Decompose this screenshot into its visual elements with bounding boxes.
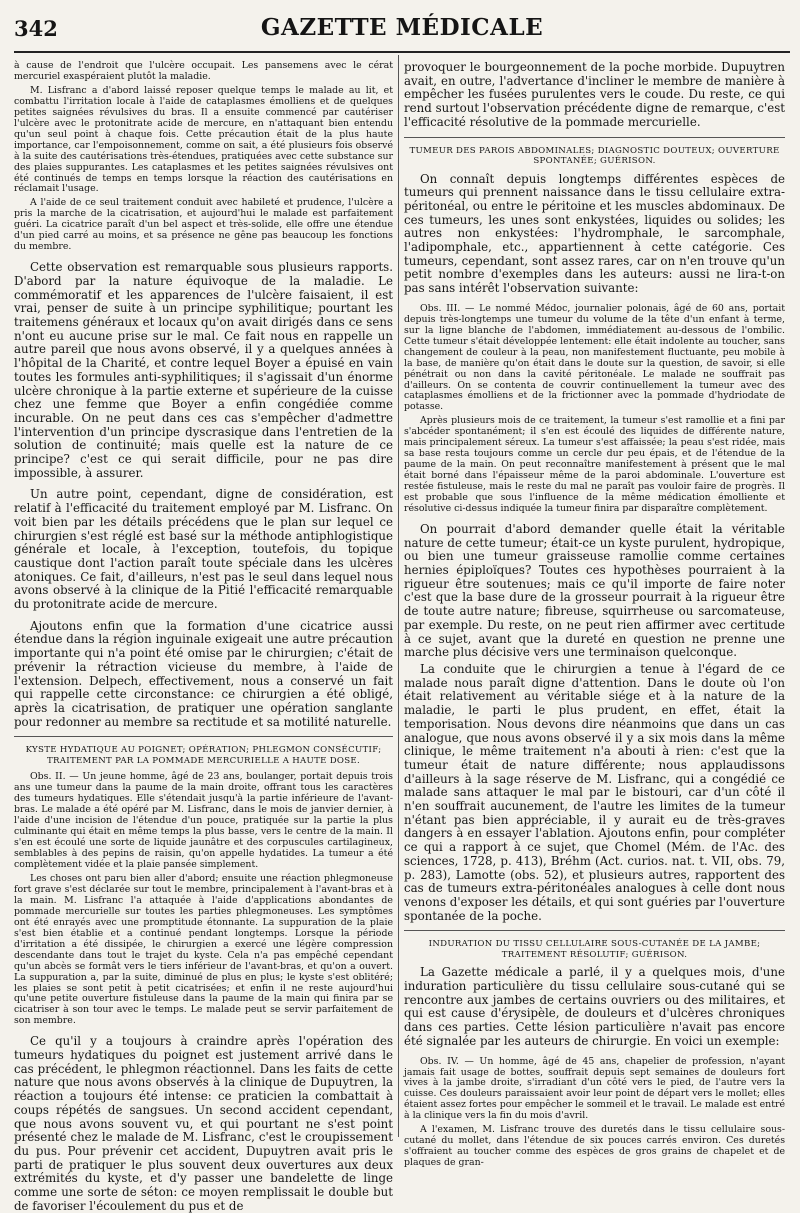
commentary-paragraph: Ajoutons enfin que la formation d'une cicatrice aussi étendue dans la région inguinale exigeait une autre précaution importante qui n'a point été omise par le chirurgien; c'était de prévenir la rétraction vicieuse du membre, à l'aide de l'extension. Delpech, effectivement, nous a conservé un fait qui rappelle cette circonstance: ce chirurgien a été obligé, après la cicatrisation, de pratiquer une opération sanglante pour redonner au membre sa rectitude et sa motilité naturelle. [14,618,393,729]
section-title: KYSTE HYDATIQUE AU POIGNET; OPÉRATION; PHLEGMON CONSÉCUTIF; TRAITEMENT PAR LA POMMADE MERCURIELLE A HAUTE DOSE. [25,745,382,766]
commentary-paragraph: Cette observation est remarquable sous plusieurs rapports. D'abord par la nature équivoque de la maladie. Le commémoratif et les apparences de l'ulcère faisaient, il est vrai, penser de suite à un principe syphilitique; pourtant les traitemens généraux et locaux qu'on avait dirigés dans ce sens n'ont eu aucune prise sur le mal. Ce fait nous en rappelle un autre pareil que nous avons observé, il y a quelques années à l'hôpital de la Charité, et contre lequel Boyer a épuisé en vain toutes les formules anti-syphilitiques; il s'agissait d'un énorme ulcère chronique à la partie externe et supérieure de la cuisse chez une femme que Boyer a enfin congédiée comme incurable. On ne peut dans ces cas s'empêcher d'admettre l'intervention d'un principe dyscrasique dans l'entretien de la solution de continuité; mais quelle est la nature de ce principe? c'est ce qui serait difficile, pour ne pas dire impossible, à assurer. [14,260,393,480]
observation-paragraph: Obs. III. — Le nommé Médoc, journalier polonais, âgé de 60 ans, portait depuis très-longtemps une tumeur du volume de la tête d'un enfant à terme, sur la ligne blanche de l'abdomen, immédiatement au-dessous de l'ombilic. Cette tumeur s'était développée lentement: elle était indolente au toucher, sans changement de couleur à la peau, non manifestement fluctuante, peu mobile à la base, de manière qu'on était dans le doute sur la question, de savoir, si elle pénétrait ou non dans la cavité péritonéale. Le malade ne souffrait pas d'ailleurs. On se contenta de couvrir continuellement la tumeur avec des cataplasmes émolliens et de la frictionner avec la pommade d'hydriodate de potasse. [404,302,785,413]
observation-paragraph: à cause de l'endroit que l'ulcère occupait. Les pansemens avec le cérat mercuriel exaspéraient plutôt la maladie. [14,60,393,82]
section-separator [14,736,393,737]
observation-paragraph: A l'aide de ce seul traitement conduit avec habileté et prudence, l'ulcère a pris la marche de la cicatrisation, et aujourd'hui le malade est parfaitement guéri. La cicatrice paraît d'un bel aspect et très-solide, elle offre une étendue d'un pied carré au moins, et sa présence ne gêne pas beaucoup les fonctions du membre. [14,197,393,253]
observation-paragraph: Les choses ont paru bien aller d'abord; ensuite une réaction phlegmoneuse fort grave s'est déclarée sur tout le membre, principalement à l'avant-bras et à la main. M. Lisfranc l'a attaquée à l'aide d'applications abondantes de pommade mercurielle sur toutes les parties phlegmoneuses. Les symptômes ont été enrayés avec une promptitude étonnante. La suppuration de la plaie s'est bien établie et a continué pendant longtemps. Lorsque la période d'irritation a été dissipée, le chirurgien a exercé une légère compression descendante dans tout le trajet du kyste. Cela n'a pas empêché cependant qu'un abcès se formât vers le tiers inférieur de l'avant-bras, et qu'on a ouvert. La suppuration a, par la suite, diminué de plus en plus; le kyste s'est oblitéré; les plaies se sont petit à petit cicatrisées; et enfin il ne reste aujourd'hui qu'une petite ouverture fistuleuse dans la paume de la main qui finira par se cicatriser à son tour avec le temps. Le malade peut se servir parfaitement de son membre. [14,872,393,1027]
commentary-paragraph: Ce qu'il y a toujours à craindre après l'opération des tumeurs hydatiques du poignet est justement arrivé dans le cas précédent, le phlegmon réactionnel. Dans les faits de cette nature que nous avons observés à la clinique de Dupuytren, la réaction a toujours été intense: ce praticien la combattait à coups répétés de sangsues. Un second accident cependant, que nous avons souvent vu, et qui pourtant ne s'est point présenté chez le malade de M. Lisfranc, c'est le croupissement du pus. Pour prévenir cet accident, Dupuytren avait pris le parti de pratiquer le plus souvent deux ouvertures aux deux extrémités du kyste, et d'y passer une bandelette de linge comme une sorte de séton: ce moyen remplissait le double but de favoriser l'écoulement du pus et de [14,1034,393,1213]
section-title: TUMEUR DES PAROIS ABDOMINALES; DIAGNOSTIC DOUTEUX; OUVERTURE SPONTANÉE; GUÉRISON. [409,145,780,167]
observation-paragraph: Obs. IV. — Un homme, âgé de 45 ans, chapelier de profession, n'ayant jamais fait usage de bottes, souffrait depuis sept semaines de douleurs fort vives à la jambe droite, s'irradiant d'un côté vers le pied, de l'autre vers la cuisse. Ces douleurs paraissaient avoir leur point de départ vers le mollet; elles étaient assez fortes pour empêcher le sommeil et le travail. Le malade est entré à la clinique vers la fin du mois d'avril. [404,1055,785,1122]
observation-paragraph: Obs. II. — Un jeune homme, âgé de 23 ans, boulanger, portait depuis trois ans une tumeur dans la paume de la main droite, offrant tous les caractères des tumeurs hydatiques. Elle s'étendait jusqu'à la partie inférieure de l'avant-bras. Le malade a été opéré par M. Lisfranc, dans le mois de janvier dernier, à l'aide d'une incision de l'étendue d'un pouce, pratiquée sur la partie la plus culminante qui était en même temps la plus basse, vers le centre de la main. Il s'en est écoulé une sorte de liquide jaunâtre et des corpuscules cartilagineux, semblables à des pepins de raisin, qu'on appelle hydatides. La tumeur a été complètement vidée et la plaie pansée simplement. [14,771,393,871]
section-separator [404,137,785,138]
commentary-paragraph: provoquer le bourgeonnement de la poche morbide. Dupuytren avait, en outre, l'advertance d'incliner le membre de manière à empêcher les fusées purulentes vers le coude. Du reste, ce qui rend surtout l'observation précédente digne de remarque, c'est l'efficacité résolutive de la pommade mercurielle. [404,60,785,129]
commentary-paragraph: On connaît depuis longtemps différentes espèces de tumeurs qui prennent naissance dans le tissu cellulaire extra-péritonéal, ou entre le péritoine et les muscles abdominaux. De ces tumeurs, les unes sont enkystées, liquides ou solides; les autres non enkystées: l'hydromphale, le sarcomphale, l'adipomphale, etc., appartiennent à cette catégorie. Ces tumeurs, cependant, sont assez rares, car on n'en trouve qu'un petit nombre d'exemples dans les auteurs: aussi ne lira-t-on pas sans intérêt l'observation suivante: [404,171,785,296]
observation-paragraph: Après plusieurs mois de ce traitement, la tumeur s'est ramollie et a fini par s'abcéder spontanément; il s'en est écoulé des liquides de différente nature, mais principalement séreux. La tumeur s'est affaissée; la peau s'est ridée, mais sa base resta toujours comme un cercle dur peu épais, et de l'étendue de la paume de la main. On peut reconnaître manifestement à présent que le mal était borné dans l'épaisseur même de la paroi abdominale. L'ouverture est restée fistuleuse, mais le reste du mal ne paraît pas vouloir faire de progrès. Il est probable que sous l'influence de la même médication émolliente et résolutive ci-dessus indiquée la tumeur finira par disparaître complètement. [404,415,785,514]
commentary-paragraph: La Gazette médicale a parlé, il y a quelques mois, d'une induration particulière du tissu cellulaire sous-cutané qui se rencontre aux jambes de certains ouvriers ou des militaires, et qui est cause d'érysipèle, de douleurs et d'ulcères chroniques dans ces parties. Cette lésion particulière n'avait pas encore été signalée par les auteurs de chirurgie. En voici un exemple: [404,965,785,1048]
commentary-paragraph: On pourrait d'abord demander quelle était la véritable nature de cette tumeur; était-ce un kyste purulent, hydropique, ou bien une tumeur graisseuse ramollie comme certaines hernies épiploïques? Toutes ces hypothèses pourraient à la rigueur être soutenues; mais ce qu'il importe de faire noter c'est que la base dure de la grosseur pourrait à la rigueur être de toute autre nature; fibreuse, squirrheuse ou sarcomateuse, par exemple. Du reste, on ne peut rien affirmer avec certitude à ce sujet, avant que la dureté en question ne prenne une marche plus décisive vers une terminaison quelconque. [404,521,785,660]
header-rule [14,51,790,53]
section-separator [404,930,785,931]
observation-paragraph: M. Lisfranc a d'abord laissé reposer quelque temps le malade au lit, et combattu l'irritation locale à l'aide de cataplasmes émolliens et de quelques petites saignées révulsives du bras. Il a ensuite commencé par cautériser l'ulcère avec le protonitrate acide de mercure, en n'attaquant bien entendu qu'un seul point à chaque fois. Cette précaution était de la plus haute importance, car l'empoisonnement, comme on sait, a été plusieurs fois observé à la suite des cautérisations très-étendues, pratiquées avec cette substance sur des plaies suppurantes. Les cataplasmes et les petites saignées révulsives ont été continués de temps en temps lorsque la réaction des cautérisations en réclamait l'usage. [14,84,393,195]
column-divider [398,55,399,1137]
commentary-paragraph: Un autre point, cependant, digne de considération, est relatif à l'efficacité du traitement employé par M. Lisfranc. On voit bien par les détails précédens que le plan sur lequel ce chirurgien s'est réglé est basé sur la méthode antiphlogistique générale et locale, à l'exception, toutefois, du topique caustique dont l'action paraît toute spéciale dans les ulcères atoniques. Ce fait, d'ailleurs, n'est pas le seul dans lequel nous avons observé à la clinique de la Pitié l'efficacité remarquable du protonitrate acide de mercure. [14,487,393,612]
page-number: 342 [14,16,58,41]
journal-title: GAZETTE MÉDICALE [260,14,544,41]
right-column [404,58,785,1169]
section-title: INDURATION DU TISSU CELLULAIRE SOUS-CUTANÉE DE LA JAMBE; TRAITEMENT RÉSOLUTIF; GUÉRISON. [428,939,761,960]
left-column [14,58,393,1213]
observation-paragraph: A l'examen, M. Lisfranc trouve des duretés dans le tissu cellulaire sous-cutané du mollet, dans l'étendue de six pouces carrés environ. Ces duretés s'offraient au toucher comme des espèces de gros grains de chapelet et de plaques de gran- [404,1124,785,1169]
page-header [14,14,790,46]
commentary-paragraph: La conduite que le chirurgien a tenue à l'égard de ce malade nous paraît digne d'attention. Dans le doute où l'on était relativement au véritable siége et à la nature de la maladie, le parti le plus prudent, en effet, était la temporisation. Nous devons dire néanmoins que dans un cas analogue, que nous avons observé il y a six mois dans la même clinique, le même traitement n'a abouti à rien: c'est que la tumeur était de nature différente; nous applaudissons d'ailleurs à la sage réserve de M. Lisfranc, qui a congédié ce malade sans attaquer le mal par le bistouri, car d'un côté il n'en souffrait aucunement, de l'autre les limites de la tumeur n'étant pas bien appréciable, il y aurait eu de très-graves dangers à en essayer l'ablation. Ajoutons enfin, pour compléter ce qui a rapport à ce sujet, que Chomel (Mém. de l'Ac. des sciences, 1728, p. 413), Bréhm (Act. curios. nat. t. VII, obs. 79, p. 283), Lamotte (obs. 52), et plusieurs autres, rapportent des cas de tumeurs extra-péritonéales analogues à celle dont nous venons d'exposer les détails, et qui sont guéries par l'ouverture spontanée de la poche. [404,661,785,923]
